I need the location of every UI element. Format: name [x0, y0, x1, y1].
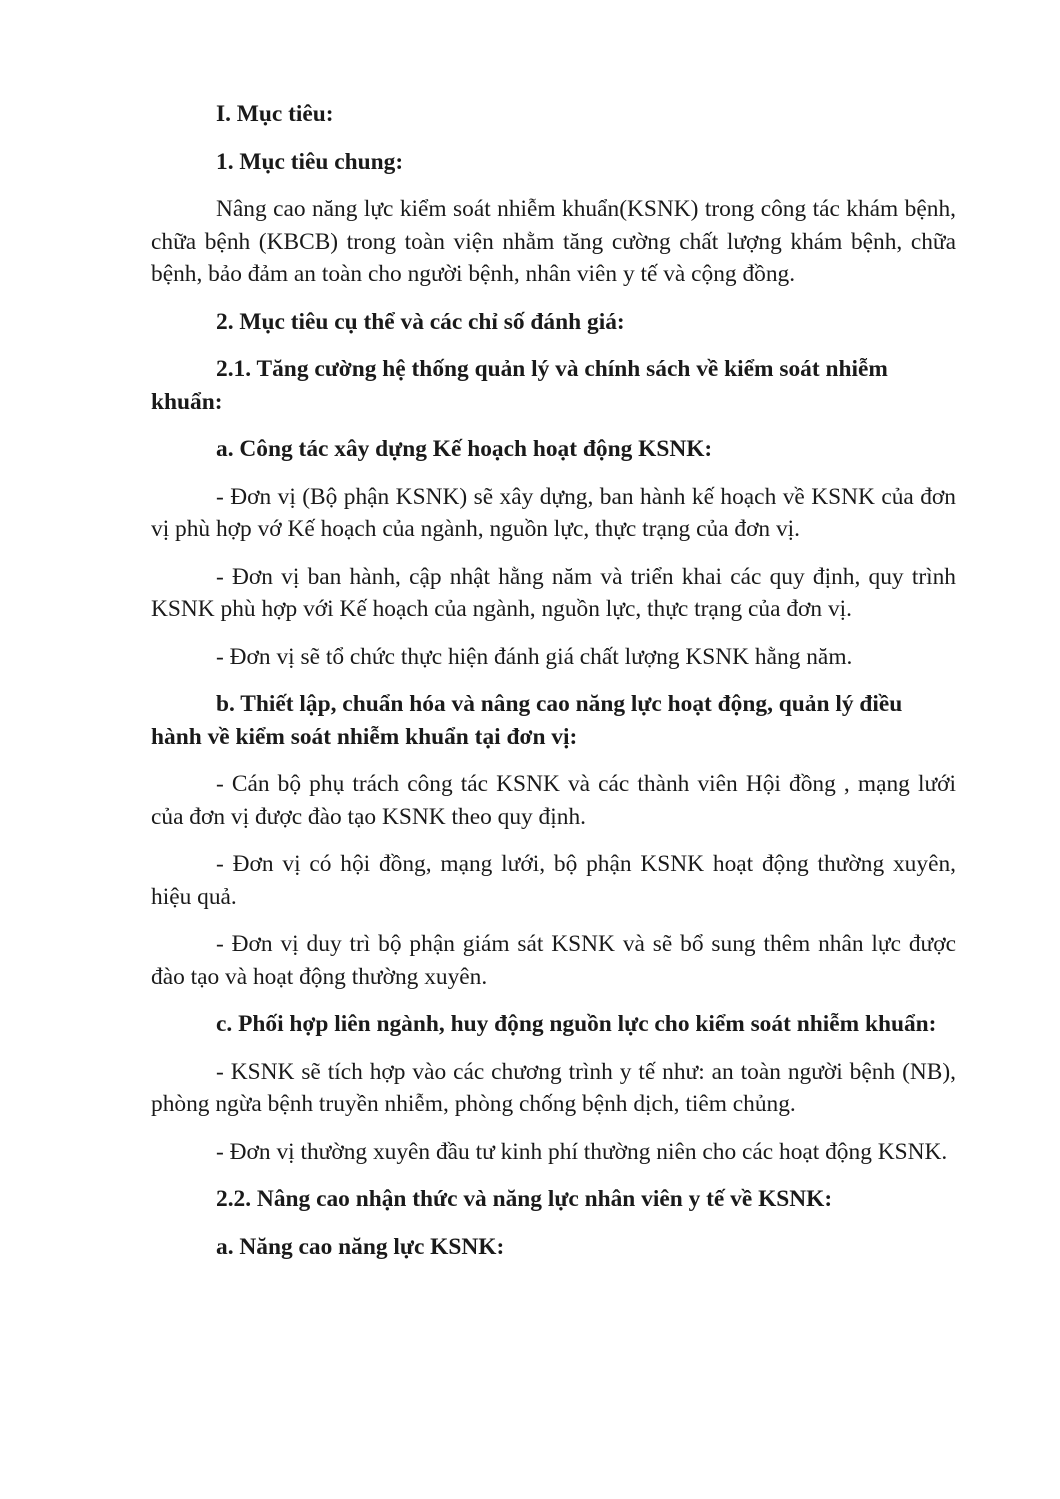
- body-paragraph: - Đơn vị sẽ tổ chức thực hiện đánh giá chất lượng KSNK hằng năm.: [216, 643, 853, 670]
- body-paragraph: - Đơn vị thường xuyên đầu tư kinh phí thường niên cho các hoạt động KSNK.: [216, 1138, 948, 1165]
- subsection-heading: 2.2. Nâng cao nhận thức và năng lực nhân viên y tế về KSNK:: [216, 1186, 833, 1212]
- item-heading: c. Phối hợp liên ngành, huy động nguồn lực cho kiểm soát nhiễm khuẩn:: [216, 1011, 937, 1037]
- body-paragraph: - Đơn vị duy trì bộ phận giám sát KSNK và sẽ bổ sung thêm nhân lực được đào tạo và hoạt động thường xuyên.: [151, 931, 956, 990]
- document-page: [151, 98, 956, 1278]
- subsection-heading: 1. Mục tiêu chung:: [216, 148, 404, 175]
- item-heading: a. Công tác xây dựng Kế hoạch hoạt động KSNK:: [216, 436, 713, 462]
- body-paragraph: - Cán bộ phụ trách công tác KSNK và các thành viên Hội đồng , mạng lưới của đơn vị được đào tạo KSNK theo quy định.: [151, 771, 956, 830]
- body-paragraph: - KSNK sẽ tích hợp vào các chương trình y tế như: an toàn người bệnh (NB), phòng ngừa bệnh truyền nhiễm, phòng chống bệnh dịch, tiêm chủng.: [151, 1058, 956, 1117]
- item-heading: a. Năng cao năng lực KSNK:: [216, 1233, 505, 1260]
- subsection-heading: 2. Mục tiêu cụ thể và các chỉ số đánh giá:: [216, 308, 625, 335]
- subsection-heading: 2.1. Tăng cường hệ thống quản lý và chính sách về kiểm soát nhiễm khuẩn:: [151, 356, 888, 415]
- body-paragraph: - Đơn vị có hội đồng, mạng lưới, bộ phận KSNK hoạt động thường xuyên, hiệu quả.: [151, 851, 956, 910]
- section-heading: I. Mục tiêu:: [216, 101, 334, 127]
- item-heading: b. Thiết lập, chuẩn hóa và nâng cao năng lực hoạt động, quản lý điều hành về kiểm soát nhiễm khuẩn tại đơn vị:: [151, 691, 903, 750]
- body-paragraph: - Đơn vị ban hành, cập nhật hằng năm và triển khai các quy định, quy trình KSNK phù hợp với Kế hoạch của ngành, nguồn lực, thực trạng của đơn vị.: [151, 563, 956, 622]
- body-paragraph: Nâng cao năng lực kiểm soát nhiễm khuẩn(KSNK) trong công tác khám bệnh, chữa bệnh (KBCB) trong toàn viện nhằm tăng cường chất lượng khám bệnh, chữa bệnh, bảo đảm an toàn cho người bệnh, nhân viên y tế và cộng đồng.: [151, 196, 956, 287]
- body-paragraph: - Đơn vị (Bộ phận KSNK) sẽ xây dựng, ban hành kế hoạch về KSNK của đơn vị phù hợp vớ Kế hoạch của ngành, nguồn lực, thực trạng của đơn vị.: [151, 483, 956, 542]
